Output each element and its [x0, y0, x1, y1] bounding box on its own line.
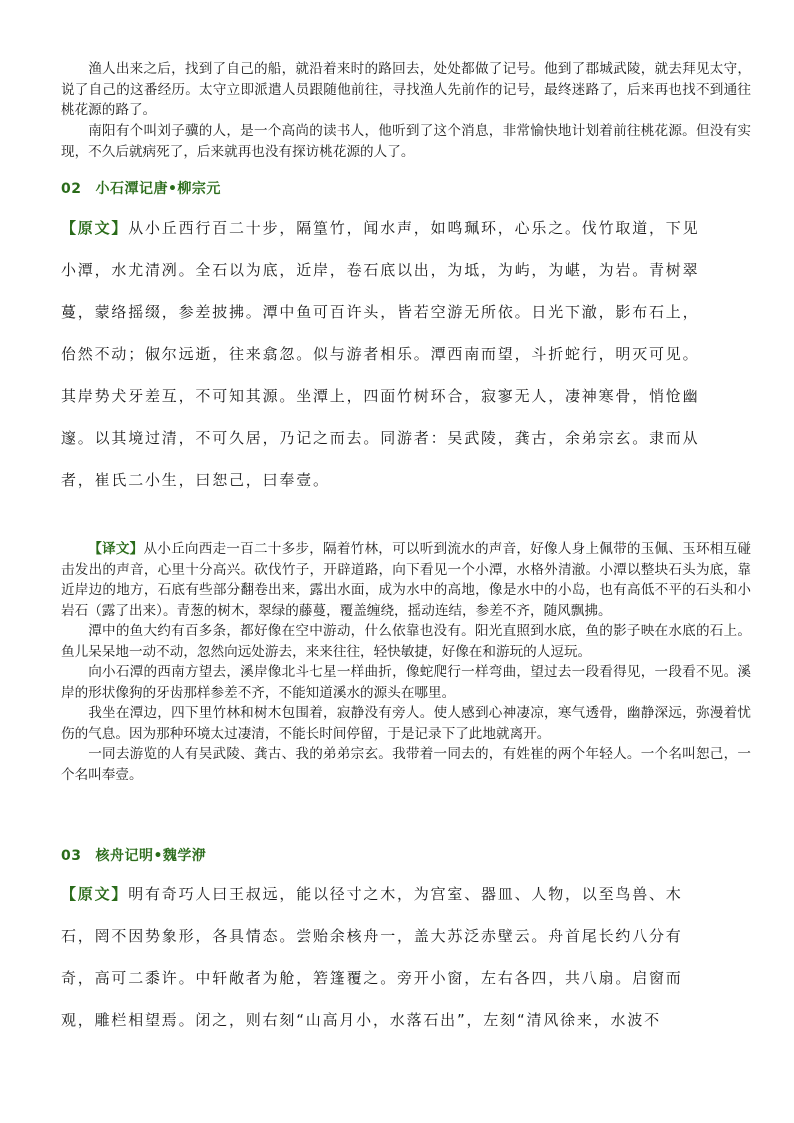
- original-text-label: 【原文】: [61, 885, 129, 903]
- section-2-number: 02: [61, 181, 82, 197]
- section-2-original-line-1: 【原文】从小丘西行百二十步，隔篁竹，闻水声，如鸣珮环，心乐之。伐竹取道，下见: [61, 219, 700, 237]
- section-3-number: 03: [61, 848, 82, 864]
- section-2-heading: [61, 178, 221, 198]
- section-2-original-line-7: 者，崔氏二小生，曰恕己，曰奉壹。: [61, 471, 330, 489]
- section-3-heading: [61, 845, 206, 865]
- translation-paragraph-1: 【译文】从小丘向西走一百二十多步，隔着竹林，可以听到流水的声音，好像人身上佩带的玉佩、玉环相互碰击发出的声音，心里十分高兴。砍伐竹子，开辟道路，向下看见一个小潭，水格外清澈。小潭以整块石头为底，靠近岸边的地方，石底有些部分翻卷出来，露出水面，成为水中的高地，像是水中的小岛，也有高低不平的石头和小岩石（露了出来）。青葱的树木，翠绿的藤蔓，覆盖缠绕，摇动连结，参差不齐，随风飘拂。: [61, 541, 752, 619]
- section-2-translation: [61, 539, 751, 785]
- intro-paragraph-1: 渔人出来之后，找到了自己的船，就沿着来时的路回去，处处都做了记号。他到了郡城武陵，就去拜见太守，说了自己的这番经历。太守立即派遣人员跟随他前往，寻找渔人先前作的记号，最终迷路了，后来再也找不到通往桃花源的路了。: [61, 61, 751, 118]
- translation-label: 【译文】: [88, 541, 144, 557]
- section-2-original-line-3: 蔓，蒙络摇缀，参差披拂。潭中鱼可百许头，皆若空游无所依。日光下澈，影布石上，: [61, 303, 700, 321]
- section-2-original-line-5: 其岸势犬牙差互，不可知其源。坐潭上，四面竹树环合，寂寥无人，凄神寒骨，悄怆幽: [61, 387, 700, 405]
- section-3-title: 核舟记明•魏学洢: [95, 848, 207, 864]
- section-2-title: 小石潭记唐•柳宗元: [95, 181, 221, 197]
- original-text-label: 【原文】: [61, 219, 129, 237]
- section-3-original-line-3: 奇，高可二黍许。中轩敞者为舱，箬篷覆之。旁开小窗，左右各四，共八扇。启窗而: [61, 969, 683, 987]
- section-3-original-line-4: 观，雕栏相望焉。闭之，则右刻“山高月小，水落石出”，左刻“清风徐来，水波不: [61, 1011, 661, 1029]
- translation-paragraph-3: 向小石潭的西南方望去，溪岸像北斗七星一样曲折，像蛇爬行一样弯曲，望过去一段看得见，一段看不见。溪岸的形状像狗的牙齿那样参差不齐，不能知道溪水的源头在哪里。: [61, 664, 751, 701]
- section-3-original-line-2: 石，罔不因势象形，各具情态。尝贻余核舟一，盖大苏泛赤壁云。舟首尾长约八分有: [61, 927, 683, 945]
- intro-paragraph-2: 南阳有个叫刘子骥的人，是一个高尚的读书人，他听到了这个消息，非常愉快地计划着前往桃花源。但没有实现，不久后就病死了，后来就再也没有探访桃花源的人了。: [61, 123, 751, 160]
- section-2-original-line-6: 邃。以其境过清，不可久居，乃记之而去。同游者：吴武陵，龚古，余弟宗玄。隶而从: [61, 429, 700, 447]
- translation-paragraph-2: 潭中的鱼大约有百多条，都好像在空中游动，什么依靠也没有。阳光直照到水底，鱼的影子映在水底的石上。鱼儿呆呆地一动不动，忽然向远处游去，来来往往，轻快敏捷，好像在和游玩的人逗玩。: [61, 623, 751, 660]
- translation-paragraph-4: 我坐在潭边，四下里竹林和树木包围着，寂静没有旁人。使人感到心神凄凉，寒气透骨，幽静深远，弥漫着忧伤的气息。因为那种环境太过凄清，不能长时间停留，于是记录下了此地就离开。: [61, 705, 751, 742]
- section-2-original-line-2: 小潭，水尤清冽。全石以为底，近岸，卷石底以出，为坻，为屿，为嵁，为岩。青树翠: [61, 261, 700, 279]
- section-2-original-line-4: 佁然不动；俶尔远逝，往来翕忽。似与游者相乐。潭西南而望，斗折蛇行，明灭可见。: [61, 345, 700, 363]
- section-3-original-line-1: 【原文】明有奇巧人曰王叔远，能以径寸之木，为宫室、器皿、人物，以至鸟兽、木: [61, 885, 683, 903]
- translation-paragraph-5: 一同去游览的人有吴武陵、龚古、我的弟弟宗玄。我带着一同去的，有姓崔的两个年轻人。一个名叫恕己，一个名叫奉壹。: [61, 746, 751, 783]
